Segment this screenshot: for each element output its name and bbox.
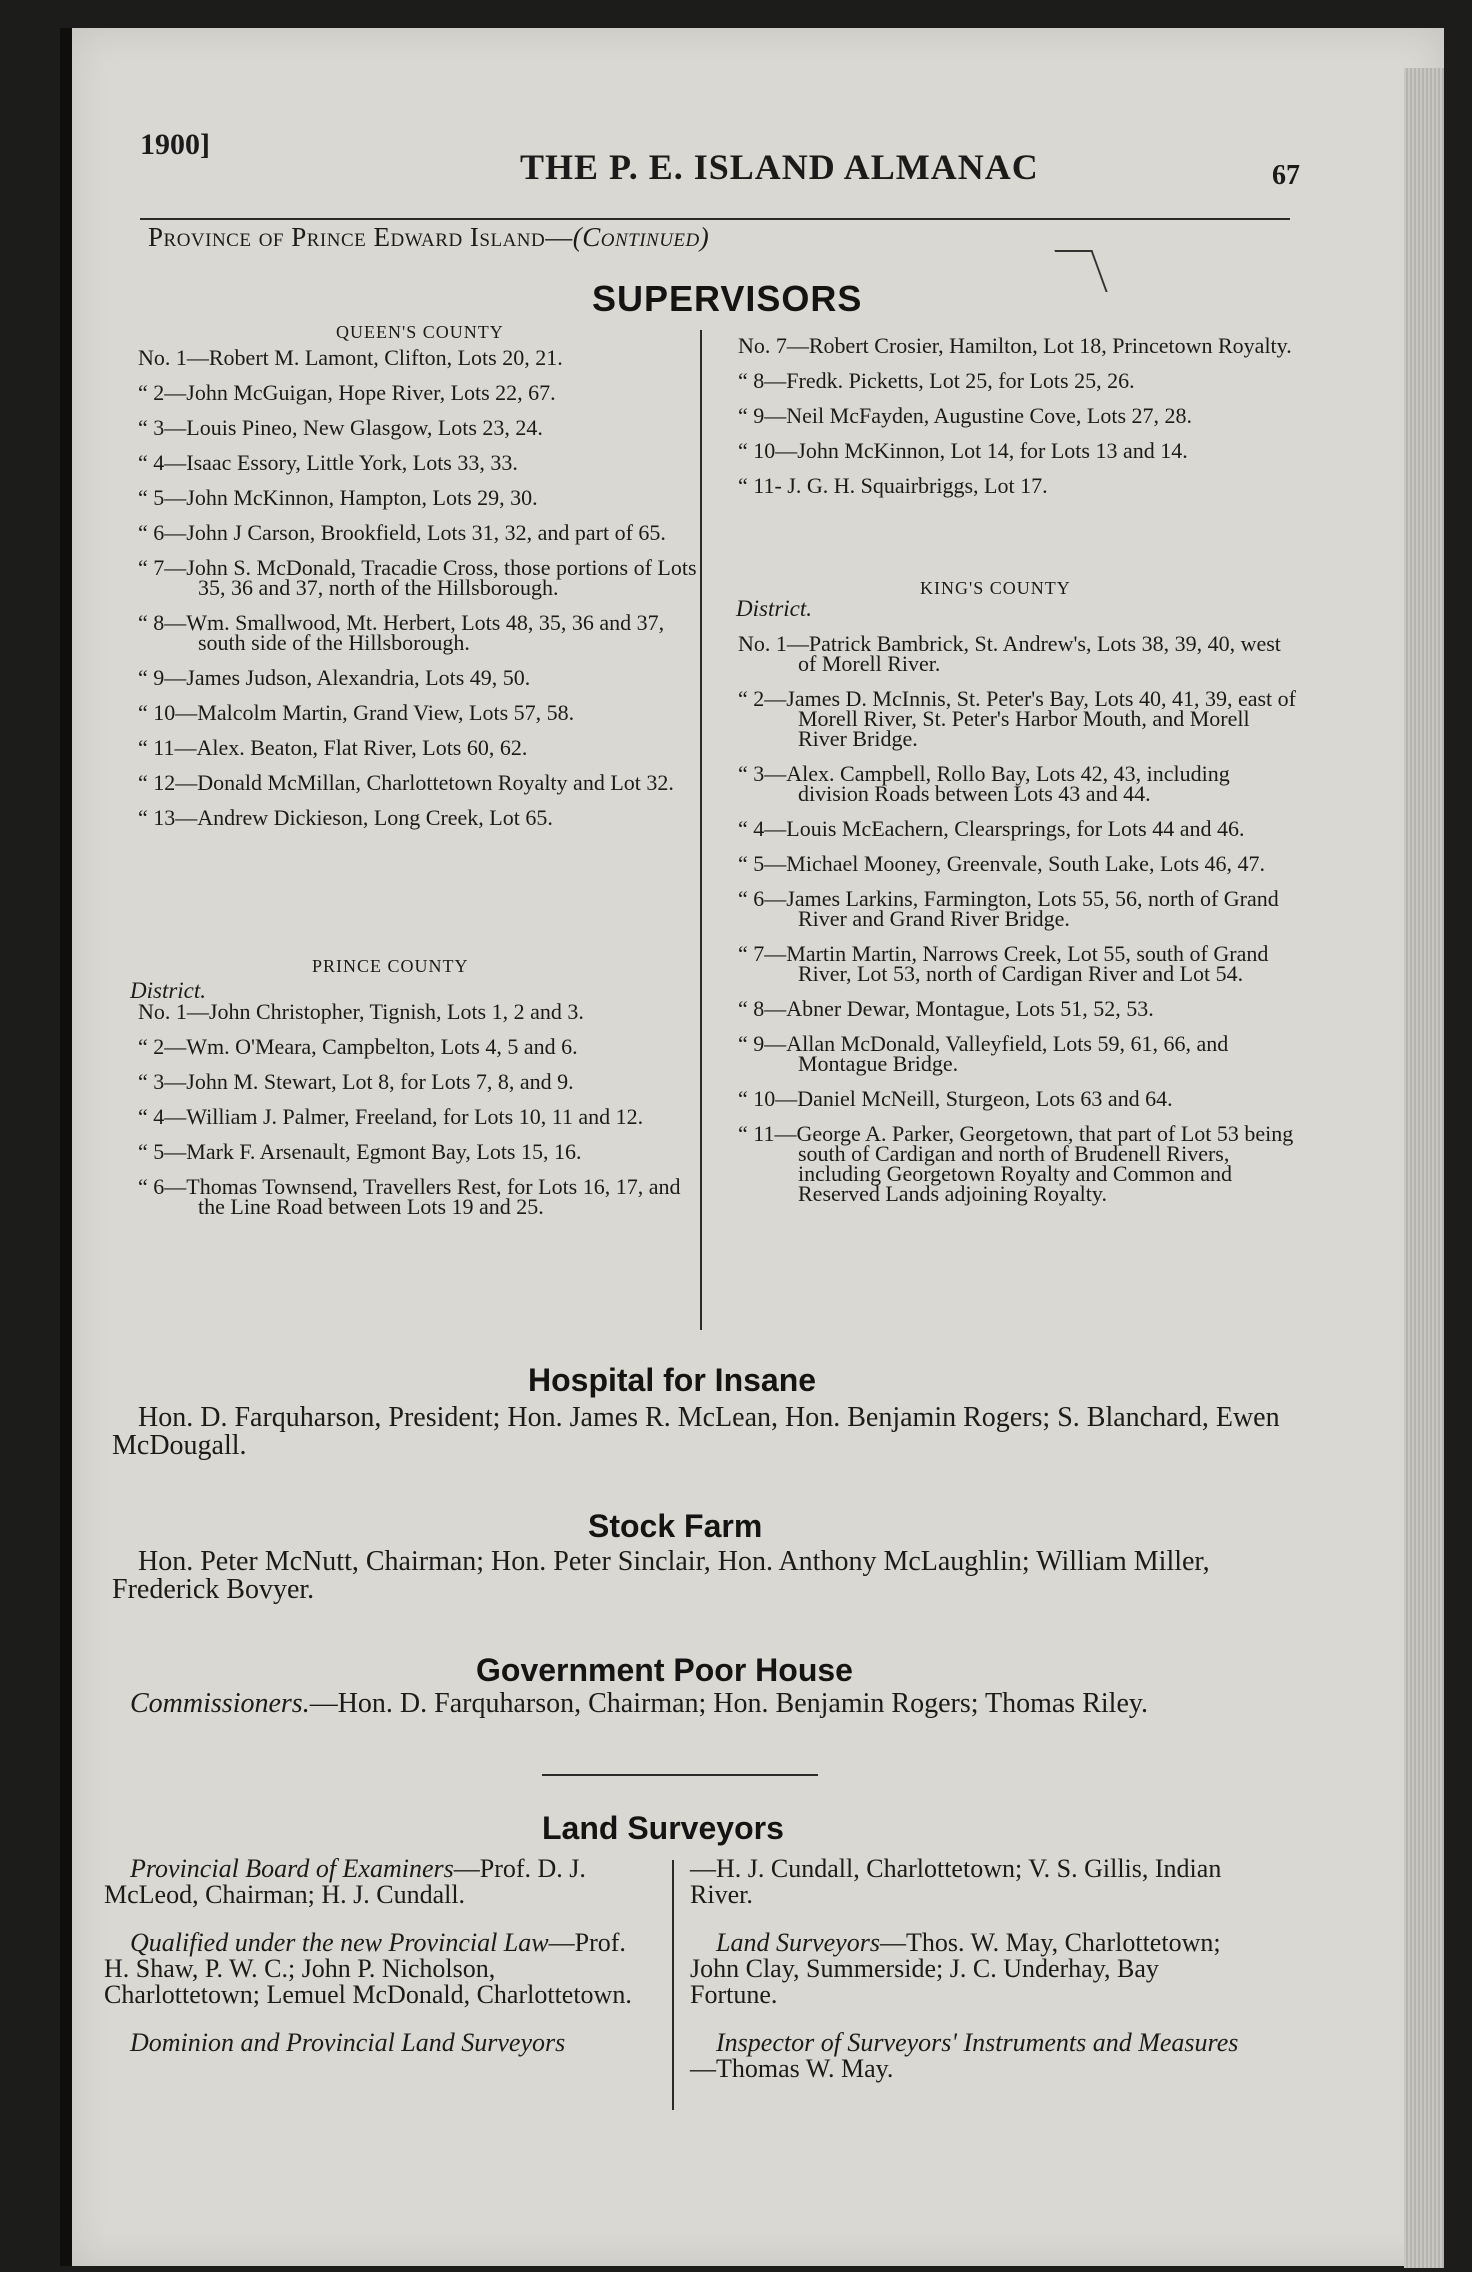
- list-item: “ 10—Malcolm Martin, Grand View, Lots 57, 58.: [138, 700, 575, 725]
- italic-label: Inspector of Surveyors' Instruments and Measures: [716, 2028, 1239, 2057]
- queens-county-label: QUEEN'S COUNTY: [336, 322, 504, 342]
- kings-district-label: District.: [736, 596, 813, 621]
- list-item: “ 9—Allan McDonald, Valleyfield, Lots 59, 61, 66, and Montague Bridge.: [738, 1031, 1229, 1076]
- paragraph-text: —Prof. D. J. McLeod, Chairman; H. J. Cundall.: [104, 1854, 586, 1909]
- list-item: “ 5—John McKinnon, Hampton, Lots 29, 30.: [138, 485, 538, 510]
- list-item: “ 2—John McGuigan, Hope River, Lots 22, 67.: [138, 380, 556, 405]
- supervisors-heading: SUPERVISORS: [592, 278, 863, 319]
- paragraph-text: —Thos. W. May, Charlottetown; John Clay, Summerside; J. C. Underhay, Bay Fortune.: [690, 1928, 1221, 2009]
- poor-house-heading: Government Poor House: [476, 1652, 853, 1688]
- kings-county-label: KING'S COUNTY: [920, 578, 1071, 598]
- prince-county-list: [138, 999, 698, 1232]
- list-item: No. 1—Robert M. Lamont, Clifton, Lots 20, 21.: [138, 345, 563, 370]
- land-surveyors-paragraph: [104, 1930, 644, 2008]
- kings-county-list: [738, 631, 1298, 1219]
- stock-farm-heading: Stock Farm: [588, 1508, 763, 1544]
- section-title: [148, 222, 709, 253]
- italic-label: Provincial Board of Examiners: [130, 1854, 454, 1883]
- prince-county-label: PRINCE COUNTY: [312, 956, 469, 976]
- list-item: “ 11- J. G. H. Squairbriggs, Lot 17.: [738, 473, 1048, 498]
- list-item: “ 6—Thomas Townsend, Travellers Rest, for Lots 16, 17, and the Line Road between Lots 19 and 25.: [138, 1174, 681, 1219]
- list-item: “ 4—Louis McEachern, Clearsprings, for Lots 44 and 46.: [738, 816, 1245, 841]
- list-item: “ 2—Wm. O'Meara, Campbelton, Lots 4, 5 and 6.: [138, 1034, 578, 1059]
- list-item: “ 4—Isaac Essory, Little York, Lots 33, 33.: [138, 450, 518, 475]
- list-item: “ 7—Martin Martin, Narrows Creek, Lot 55, south of Grand River, Lot 53, north of Cardigan River and Lot 54.: [738, 941, 1269, 986]
- section-suffix: (Continued): [572, 222, 710, 252]
- list-item: “ 5—Mark F. Arsenault, Egmont Bay, Lots 15, 16.: [138, 1139, 582, 1164]
- list-item: “ 3—Alex. Campbell, Rollo Bay, Lots 42, 43, including division Roads between Lots 43 and 44.: [738, 761, 1230, 806]
- list-item: “ 8—Fredk. Picketts, Lot 25, for Lots 25, 26.: [738, 368, 1135, 393]
- stock-farm-text: Hon. Peter McNutt, Chairman; Hon. Peter Sinclair, Hon. Anthony McLaughlin; William Miller, Frederick Bovyer.: [112, 1546, 1210, 1605]
- list-item: “ 11—George A. Parker, Georgetown, that part of Lot 53 being south of Cardigan and north of Brudenell Rivers, including Georgetown Royalty and Common and Reserved Lands adjoining Royalty.: [738, 1121, 1294, 1206]
- land-surveyors-paragraph: [690, 1856, 1250, 1908]
- header-year: 1900]: [140, 128, 210, 161]
- land-surveyors-left: [104, 1856, 644, 2078]
- section-prefix: Province of Prince Edward Island—: [148, 222, 573, 252]
- land-surveyors-paragraph: [104, 1856, 644, 1908]
- list-item: “ 10—John McKinnon, Lot 14, for Lots 13 and 14.: [738, 438, 1188, 463]
- queens-county-list-left: [138, 345, 698, 843]
- queens-county-list-right: [738, 333, 1298, 511]
- list-item: No. 1—Patrick Bambrick, St. Andrew's, Lots 38, 39, 40, west of Morell River.: [738, 631, 1281, 676]
- page-number: 67: [1272, 160, 1300, 191]
- land-surveyors-paragraph: [690, 1930, 1250, 2008]
- italic-label: Land Surveyors: [716, 1928, 880, 1957]
- paragraph-text: —H. J. Cundall, Charlottetown; V. S. Gillis, Indian River.: [690, 1854, 1222, 1909]
- land-surveyors-heading: Land Surveyors: [542, 1810, 784, 1846]
- column-divider: [672, 1860, 674, 2110]
- italic-label: Dominion and Provincial Land Surveyors: [130, 2028, 566, 2057]
- header-title: THE P. E. ISLAND ALMANAC: [520, 147, 1039, 187]
- page-edges: [1404, 68, 1444, 2268]
- land-surveyors-right: [690, 1856, 1250, 2104]
- header-rule: [140, 218, 1290, 220]
- list-item: “ 9—James Judson, Alexandria, Lots 49, 50.: [138, 665, 531, 690]
- hospital-heading: Hospital for Insane: [528, 1362, 817, 1398]
- list-item: No. 1—John Christopher, Tignish, Lots 1, 2 and 3.: [138, 999, 584, 1024]
- land-surveyors-paragraph: [690, 2030, 1250, 2082]
- poor-house-text: [104, 1690, 1284, 1718]
- list-item: “ 3—Louis Pineo, New Glasgow, Lots 23, 24.: [138, 415, 543, 440]
- hospital-text: Hon. D. Farquharson, President; Hon. James R. McLean, Hon. Benjamin Rogers; S. Blanchard, Ewen McDougall.: [112, 1402, 1280, 1461]
- prince-district-label: District.: [130, 978, 207, 1003]
- list-item: “ 10—Daniel McNeill, Sturgeon, Lots 63 and 64.: [738, 1086, 1173, 1111]
- column-divider: [700, 330, 702, 1330]
- italic-label: Qualified under the new Provincial Law: [130, 1928, 549, 1957]
- list-item: No. 7—Robert Crosier, Hamilton, Lot 18, Princetown Royalty.: [738, 333, 1292, 358]
- section-divider: [542, 1774, 818, 1776]
- list-item: “ 13—Andrew Dickieson, Long Creek, Lot 65.: [138, 805, 553, 830]
- list-item: “ 11—Alex. Beaton, Flat River, Lots 60, 62.: [138, 735, 528, 760]
- land-surveyors-paragraph: [104, 2030, 644, 2056]
- list-item: “ 5—Michael Mooney, Greenvale, South Lake, Lots 46, 47.: [738, 851, 1266, 876]
- list-item: “ 9—Neil McFayden, Augustine Cove, Lots 27, 28.: [738, 403, 1193, 428]
- list-item: “ 8—Abner Dewar, Montague, Lots 51, 52, 53.: [738, 996, 1154, 1021]
- list-item: “ 6—James Larkins, Farmington, Lots 55, 56, north of Grand River and Grand River Bridge.: [738, 886, 1279, 931]
- list-item: “ 2—James D. McInnis, St. Peter's Bay, Lots 40, 41, 39, east of Morell River, St. Peter's Harbor Mouth, and Morell River Bridge.: [738, 686, 1296, 751]
- poor-house-body: —Hon. D. Farquharson, Chairman; Hon. Benjamin Rogers; Thomas Riley.: [309, 1688, 1149, 1719]
- list-item: “ 3—John M. Stewart, Lot 8, for Lots 7, 8, and 9.: [138, 1069, 574, 1094]
- poor-house-label: Commissioners.: [130, 1688, 310, 1719]
- paragraph-text: —Thomas W. May.: [690, 2054, 894, 2083]
- list-item: “ 7—John S. McDonald, Tracadie Cross, those portions of Lots 35, 36 and 37, north of the Hillsborough.: [138, 555, 697, 600]
- list-item: “ 8—Wm. Smallwood, Mt. Herbert, Lots 48, 35, 36 and 37, south side of the Hillsborough.: [138, 610, 665, 655]
- list-item: “ 6—John J Carson, Brookfield, Lots 31, 32, and part of 65.: [138, 520, 666, 545]
- list-item: “ 12—Donald McMillan, Charlottetown Royalty and Lot 32.: [138, 770, 674, 795]
- paragraph-text: —Prof. H. Shaw, P. W. C.; John P. Nicholson, Charlottetown; Lemuel McDonald, Charlottetown.: [104, 1928, 632, 2009]
- list-item: “ 4—William J. Palmer, Freeland, for Lots 10, 11 and 12.: [138, 1104, 644, 1129]
